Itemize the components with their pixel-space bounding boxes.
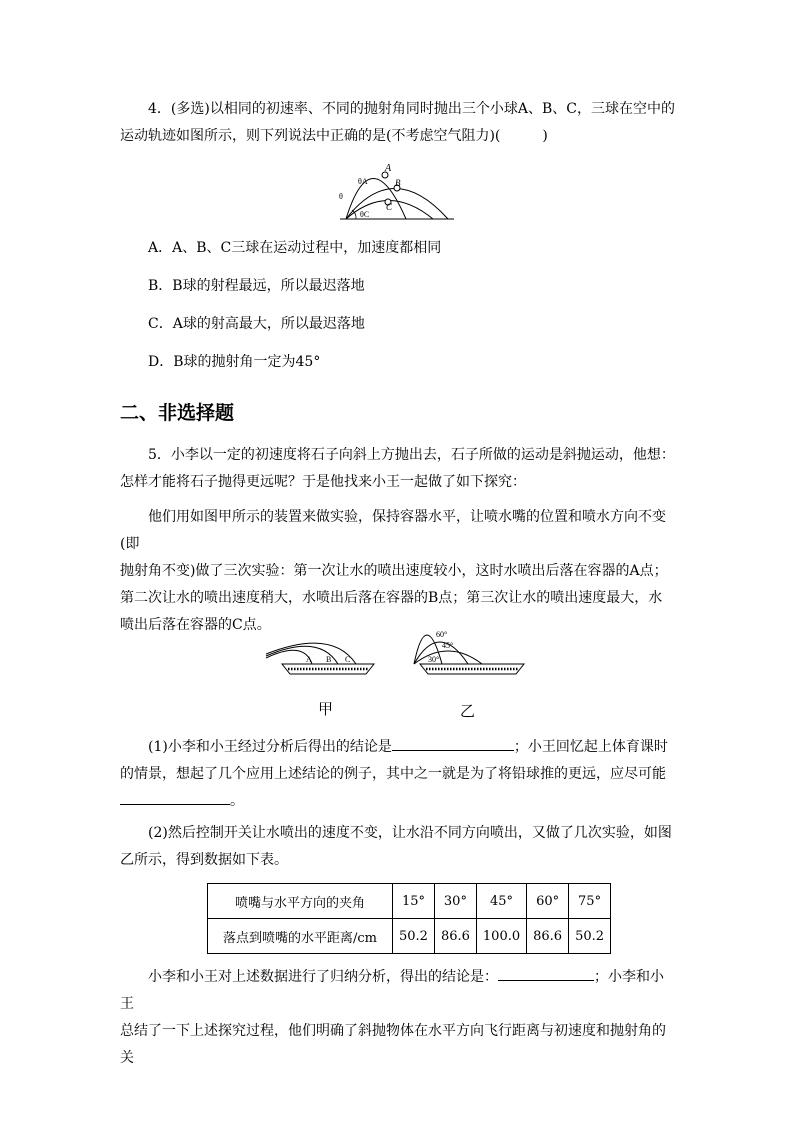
q4-stem [120,96,676,150]
q5-sub1-text-b: ；小王回忆起上体育课时 [513,739,668,755]
q5-intro-line1: 5．小李以一定的初速度将石子向斜上方抛出去，石子所做的运动是斜抛运动，他想： [148,447,675,463]
q5-conclusion-text-b: ；小李和小王 [120,969,664,1012]
label-c: C [386,202,393,212]
answer-blank-2[interactable] [120,788,230,805]
table-cell: 86.6 [527,919,569,954]
q4-stem-line1: 4．(多选)以相同的初速率、不同的抛射角同时抛出三个小球A、B、C，三球在空中的 [148,101,675,117]
q4-option-b: B．B球的射程最远，所以最迟落地 [148,278,365,294]
yi-label-60: 60° [436,630,448,639]
q4-option-a: A．A、B、C三球在运动过程中，加速度都相同 [148,240,442,256]
table-cell: 50.2 [393,919,435,954]
label-a: A [385,163,392,174]
q4-option-d: D．B球的抛射角一定为45° [148,354,321,370]
q5-sub2-line2: 乙所示，得到数据如下表。 [120,852,288,868]
q5-sub1-line2: 的情景，想起了几个应用上述结论的例子，其中之一就是为了将铅球推的更远，应尽可能 [120,766,666,782]
q5-sub2 [120,820,676,874]
q5-procedure-line3: 第二次让水的喷出速度稍大，水喷出后落在容器的B点；第三次让水的喷出速度最大，水 [120,590,663,606]
table-cell: 86.6 [434,919,476,954]
table-cell: 50.2 [569,919,611,954]
table-row-angles [208,884,611,919]
q5-procedure-line1: 他们用如图甲所示的装置来做实验，保持容器水平，让喷水嘴的位置和喷水方向不变(即 [120,509,666,552]
q5-intro [120,442,676,496]
q5-intro-line2: 怎样才能将石子抛得更远呢？于是他找来小王一起做了如下探究： [120,474,526,490]
yi-label-30: 30° [428,655,440,664]
answer-blank-1[interactable] [392,734,514,751]
q5-procedure [120,504,676,639]
q5-conclusion [120,964,676,1072]
table-header-distance: 落点到喷嘴的水平距离/cm [208,919,393,954]
table-cell: 60° [527,884,569,919]
table-cell: 30° [434,884,476,919]
q4-option-c: C．A球的射高最大，所以最迟落地 [148,316,365,332]
answer-blank-3[interactable] [498,964,594,981]
label-theta-b: θ [339,192,343,201]
table-cell: 45° [476,884,526,919]
jia-label-a: A [306,655,312,664]
q5-procedure-line2: 抛射角不变)做了三次实验：第一次让水的喷出速度较小，这时水喷出后落在容器的A点； [120,563,668,579]
q5-conclusion-text-a: 小李和小王对上述数据进行了归纳分析，得出的结论是： [148,969,498,985]
table-row-distances [208,919,611,954]
section-heading: 二、非选择题 [120,402,235,424]
data-table [207,883,611,954]
yi-trajectory-30 [414,651,482,664]
label-theta-c: θC [360,210,370,219]
q5-sub1-text-a: (1)小李和小王经过分析后得出的结论是 [148,739,392,755]
label-b: B [395,178,401,188]
table-header-angle: 喷嘴与水平方向的夹角 [208,884,393,919]
q4-stem-line2: 运动轨迹如图所示，则下列说法中正确的是(不考虑空气阻力)( ) [120,128,548,144]
table-cell: 15° [393,884,435,919]
figure-yi [406,624,532,680]
figure-jia [264,636,390,680]
caption-yi: 乙 [460,702,476,720]
jia-label-b: B [326,655,332,664]
table-cell: 100.0 [476,919,526,954]
caption-jia: 甲 [318,700,334,718]
q5-procedure-line4: 喷出后落在容器的C点。 [120,617,271,633]
table-cell: 75° [569,884,611,919]
q5-sub1-end: 。 [230,793,244,809]
jia-label-c: C [345,655,351,664]
q4-trajectory-figure [338,160,456,222]
q5-sub1 [120,734,676,815]
label-theta-a: θA [358,177,368,186]
yi-label-45: 45° [442,641,454,650]
q5-sub2-line1: (2)然后控制开关让水喷出的速度不变，让水沿不同方向喷出，又做了几次实验，如图 [148,825,672,841]
q5-conclusion-line2: 总结了一下上述探究过程，他们明确了斜抛物体在水平方向飞行距离与初速度和抛射角的关 [120,1023,666,1066]
